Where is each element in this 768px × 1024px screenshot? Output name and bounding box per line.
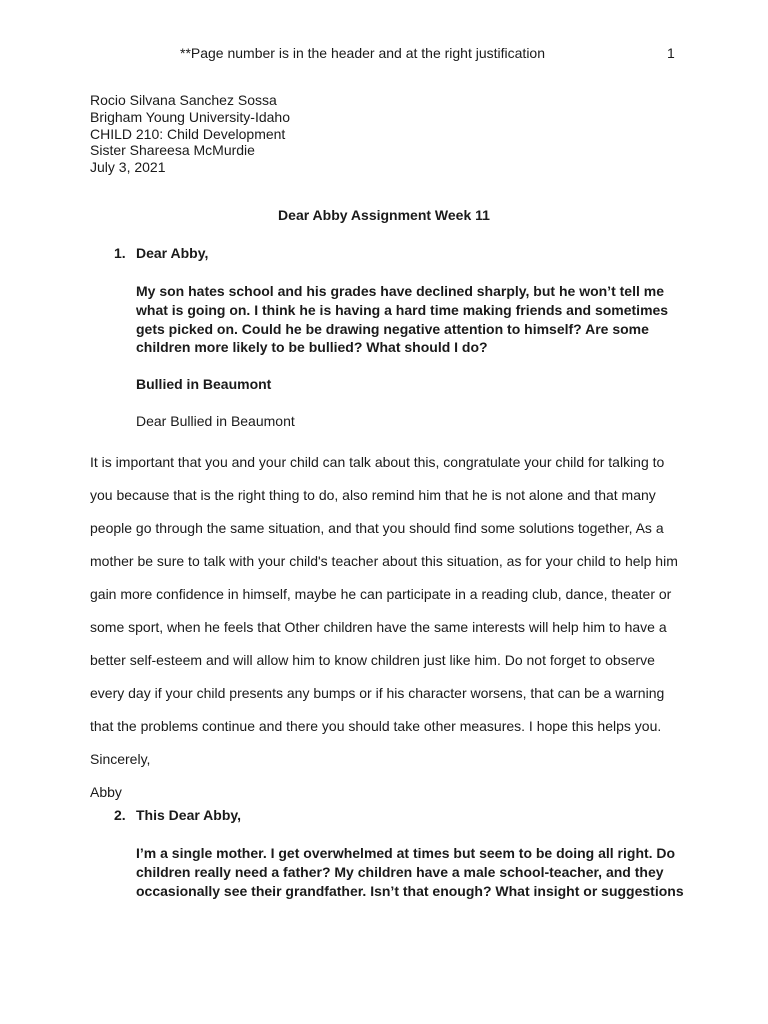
reply-closing: Sincerely, [90, 751, 151, 767]
instructor-name: Sister Shareesa McMurdie [90, 142, 255, 159]
list-number-2: 2. [114, 807, 126, 823]
document-title: Dear Abby Assignment Week 11 [278, 207, 490, 223]
letter-1-line: children more likely to be bullied? What should I do? [136, 339, 488, 356]
letter-2-line: I’m a single mother. I get overwhelmed at times but seem to be doing all right. Do [136, 845, 676, 861]
document-date: July 3, 2021 [90, 159, 166, 176]
reply-line: every day if your child presents any bumps or if his character worsens, that can be a warning [90, 685, 665, 701]
reply-line: better self-esteem and will allow him to know children just like him. Do not forget to observe [90, 652, 655, 668]
letter-1-salutation: Dear Abby, [136, 245, 209, 261]
author-name: Rocio Silvana Sanchez Sossa [90, 92, 277, 108]
letter-2-body [136, 844, 684, 900]
letter-1-signature: Bullied in Beaumont [136, 376, 272, 392]
letter-2-line: children really need a father? My children have a male school-teacher, and they [136, 863, 664, 880]
reply-line: mother be sure to talk with your child's teacher about this situation, as for your child to help him [90, 553, 678, 569]
reply-line: some sport, when he feels that Other children have the same interests will help him to have a [90, 619, 667, 635]
reply-signoff: Abby [90, 784, 122, 800]
reply-line: It is important that you and your child can talk about this, congratulate your child for talking to [90, 454, 665, 470]
reply-line: that the problems continue and there you should take other measures. I hope this helps you. [90, 718, 662, 734]
reply-line: people go through the same situation, and that you should find some solutions together, As a [90, 520, 664, 536]
page-number: 1 [667, 45, 675, 61]
university-name: Brigham Young University-Idaho [90, 108, 291, 125]
letter-1-line: gets picked on. Could he be drawing negative attention to himself? Are some [136, 320, 649, 337]
letter-2-line: occasionally see their grandfather. Isn’t that enough? What insight or suggestions [136, 882, 684, 899]
reply-body [90, 446, 678, 809]
letter-1-line: what is going on. I think he is having a hard time making friends and sometimes [136, 301, 669, 318]
reply-greeting: Dear Bullied in Beaumont [136, 413, 295, 429]
letter-1-line: My son hates school and his grades have declined sharply, but he won’t tell me [136, 283, 664, 299]
header-note: **Page number is in the header and at the right justification [180, 45, 546, 61]
letter-2-salutation: This Dear Abby, [136, 807, 242, 823]
reply-line: you because that is the right thing to do, also remind him that he is not alone and that many [90, 487, 656, 503]
course-name: CHILD 210: Child Development [90, 125, 286, 142]
list-number-1: 1. [114, 245, 126, 261]
reply-line: gain more confidence in himself, maybe he can participate in a reading club, dance, theater or [90, 586, 672, 602]
letter-1-body [136, 282, 668, 357]
author-info [90, 92, 290, 176]
